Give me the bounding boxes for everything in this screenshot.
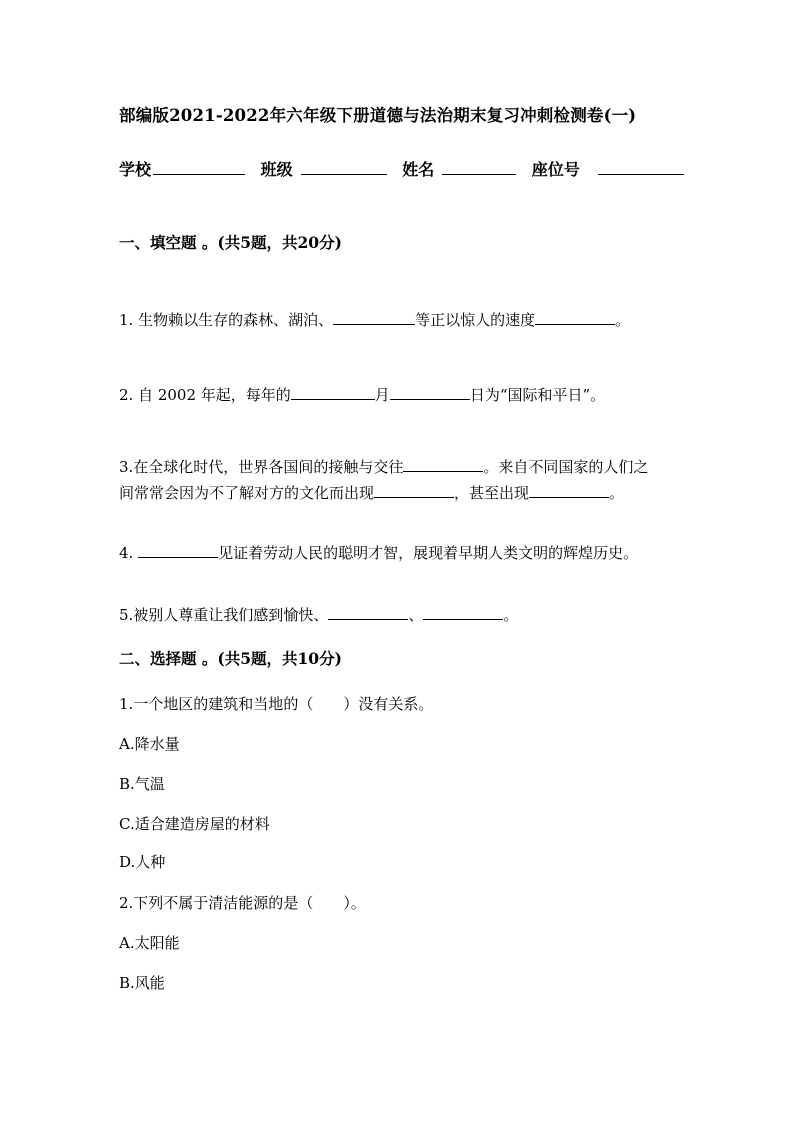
question-text: 。来自不同国家的人们之 [483,458,649,476]
answer-blank[interactable] [423,604,503,620]
question-text: 等正以惊人的速度 [415,311,536,329]
student-info-row [119,158,694,180]
exam-title: 部编版2021-2022年六年级下册道德与法治期末复习冲刺检测卷(一) [119,106,637,125]
name-label: 姓名 [402,160,435,179]
class-label: 班级 [260,160,293,179]
fill-question-3-line-2 [119,482,624,503]
choice-question-1-stem: 1.一个地区的建筑和当地的（ ）没有关系。 [119,695,434,713]
question-text: 日为“国际和平日”。 [469,386,606,404]
fill-question-5 [119,604,518,625]
question-text: 5.被别人尊重让我们感到愉快、 [119,606,329,624]
question-text: 月 [374,386,390,404]
seat-label: 座位号 [531,160,580,179]
name-blank[interactable] [442,158,516,175]
choice-option[interactable]: B.风能 [119,974,165,992]
question-text: 。 [503,606,519,624]
answer-blank[interactable] [535,309,615,325]
question-text: 。 [615,311,631,329]
answer-blank[interactable] [529,482,609,498]
question-text: 2. 自 2002 年起，每年的 [119,386,291,404]
question-text: ，甚至出现 [454,484,530,502]
choice-option[interactable]: C.适合建造房屋的材料 [119,815,270,833]
question-text: 、 [408,606,424,624]
choice-option[interactable]: A.太阳能 [119,934,180,952]
answer-blank[interactable] [403,456,483,472]
question-text: 4. [119,544,139,562]
section-fill-in-heading: 一、填空题 。(共5题，共20分) [119,233,342,252]
question-text: 间常常会因为不了解对方的文化而出现 [119,484,375,502]
answer-blank[interactable] [374,482,454,498]
section-choice-heading: 二、选择题 。(共5题，共10分) [119,649,342,668]
choice-option[interactable]: B.气温 [119,775,165,793]
school-blank[interactable] [153,158,245,175]
school-label: 学校 [119,160,152,179]
choice-option[interactable]: D.人种 [119,853,166,871]
question-text: 3.在全球化时代，世界各国间的接触与交往 [119,458,404,476]
choice-question-2-stem: 2.下列不属于清洁能源的是（ ）。 [119,894,366,912]
question-text: 。 [609,484,625,502]
class-blank[interactable] [301,158,387,175]
answer-blank[interactable] [390,384,470,400]
choice-option[interactable]: A.降水量 [119,735,180,753]
answer-blank[interactable] [328,604,408,620]
answer-blank[interactable] [291,384,375,400]
question-text: 见证着劳动人民的聪明才智，展现着早期人类文明的辉煌历史。 [218,544,639,562]
answer-blank[interactable] [333,309,415,325]
fill-question-3-line-1 [119,456,648,477]
seat-blank[interactable] [598,158,684,175]
fill-question-2 [119,384,605,405]
question-text: 1. 生物赖以生存的森林、湖泊、 [119,311,334,329]
fill-question-4 [119,542,638,563]
fill-question-1 [119,309,630,330]
answer-blank[interactable] [138,542,218,558]
